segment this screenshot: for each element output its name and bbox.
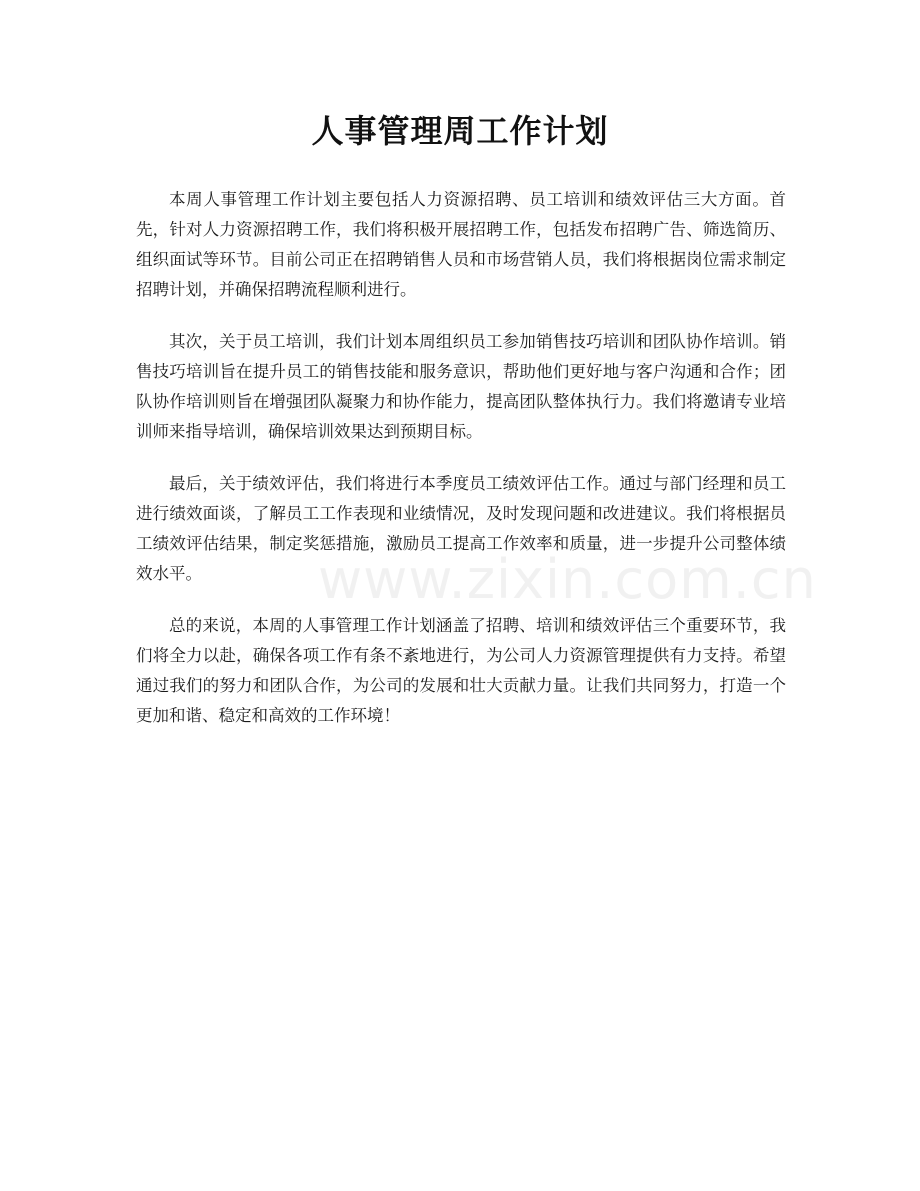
paragraph-performance: 最后，关于绩效评估，我们将进行本季度员工绩效评估工作。通过与部门经理和员工进行绩效面谈，了解员工工作表现和业绩情况，及时发现问题和改进建议。我们将根据员工绩效评估结果，制定奖惩措施，激励员工提高工作效率和质量，进一步提升公司整体绩效水平。: [136, 474, 786, 583]
document-body: [136, 185, 786, 753]
paragraph-training: 其次，关于员工培训，我们计划本周组织员工参加销售技巧培训和团队协作培训。销售技巧培训旨在提升员工的销售技能和服务意识，帮助他们更好地与客户沟通和合作；团队协作培训则旨在增强团队凝聚力和协作能力，提高团队整体执行力。我们将邀请专业培训师来指导培训，确保培训效果达到预期目标。: [136, 332, 786, 441]
paragraph-summary: 总的来说，本周的人事管理工作计划涵盖了招聘、培训和绩效评估三个重要环节，我们将全力以赴，确保各项工作有条不紊地进行，为公司人力资源管理提供有力支持。希望通过我们的努力和团队合作，为公司的发展和壮大贡献力量。让我们共同努力，打造一个更加和谐、稳定和高效的工作环境！: [136, 616, 786, 725]
document-title: 人事管理周工作计划: [311, 112, 609, 150]
paragraph-recruitment: 本周人事管理工作计划主要包括人力资源招聘、员工培训和绩效评估三大方面。首先，针对人力资源招聘工作，我们将积极开展招聘工作，包括发布招聘广告、筛选简历、组织面试等环节。目前公司正在招聘销售人员和市场营销人员，我们将根据岗位需求制定招聘计划，并确保招聘流程顺利进行。: [136, 190, 786, 299]
watermark: www.zixin.com.cn: [318, 548, 817, 611]
